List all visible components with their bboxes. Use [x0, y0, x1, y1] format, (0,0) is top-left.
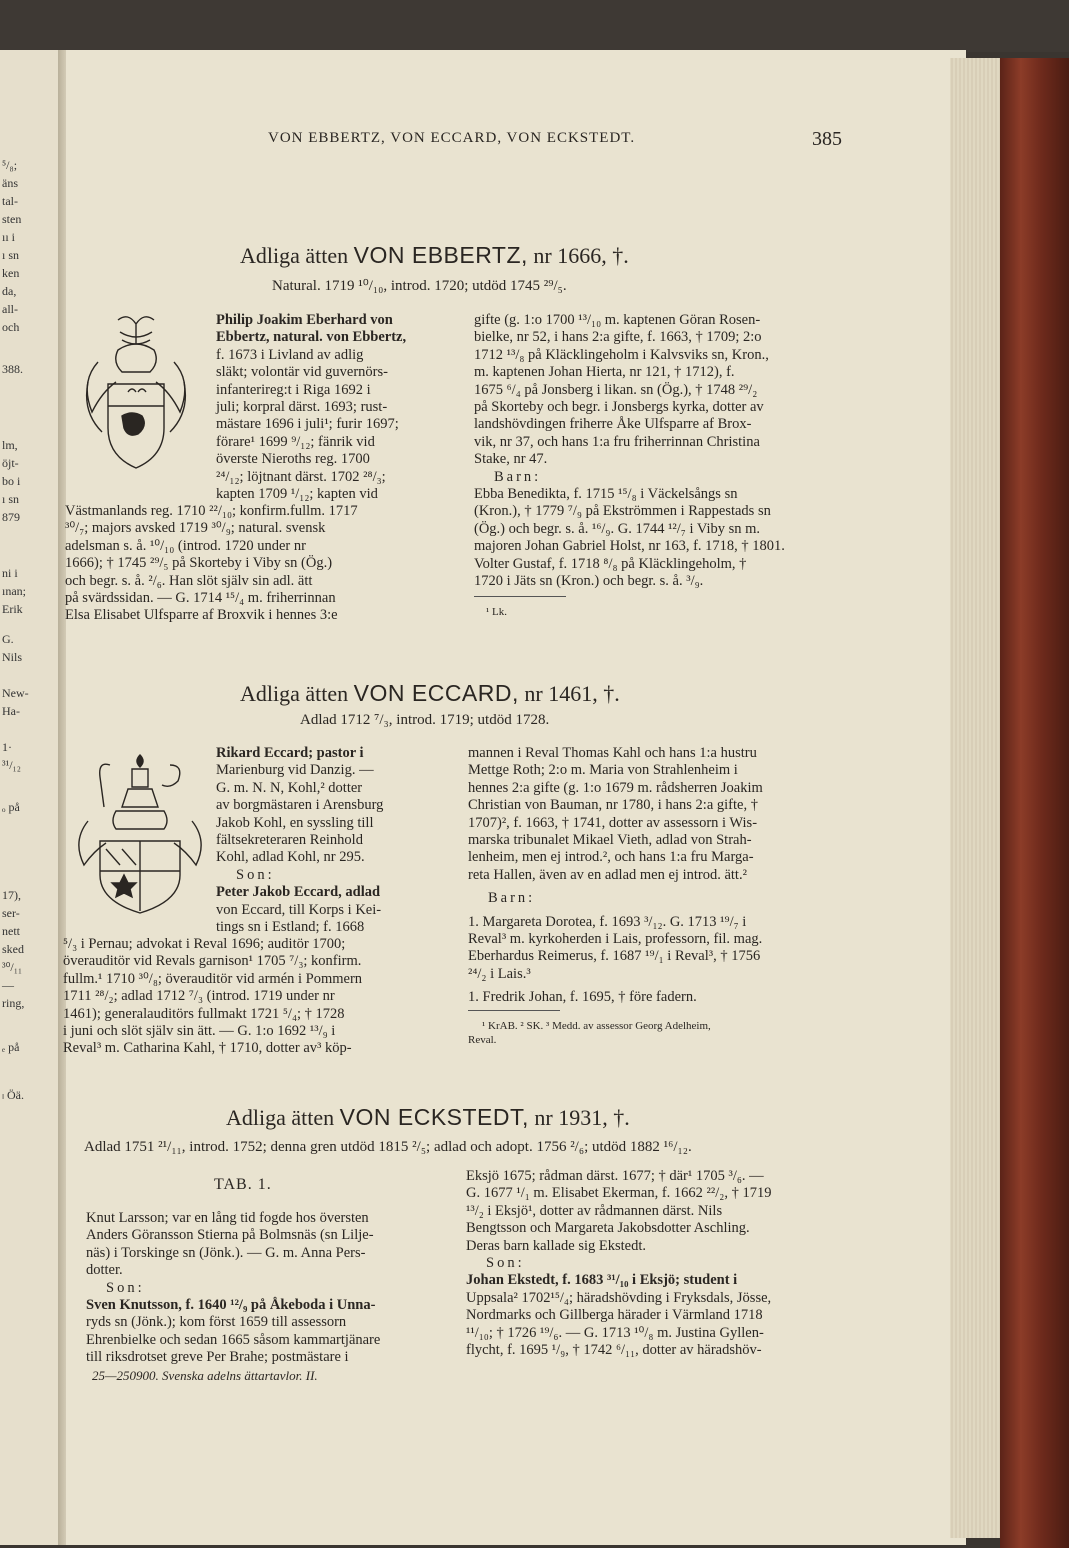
left-page-text-fragment: ni i	[2, 566, 18, 580]
text-line: ryds sn (Jönk.); kom först 1659 till assessorn	[86, 1314, 347, 1331]
eckstedt-subtitle: Adlad 1751 ²¹/₁₁, introd. 1752; denna gren utdöd 1815 ²/₅; adlad och adopt. 1756 ²/₆; utdöd 1882 ¹⁶/₁₂.	[84, 1139, 692, 1155]
text-line: Anders Göransson Stierna på Bolmsnäs (sn Lilje-	[86, 1227, 374, 1244]
left-page-text-fragment: New-	[2, 686, 29, 700]
left-page-text-fragment: Erik	[2, 602, 23, 616]
text-line: ³⁰/₇; majors avsked 1719 ³⁰/₉; natural. svensk	[65, 520, 326, 537]
text-line: Västmanlands reg. 1710 ²²/₁₀; konfirm.fullm. 1717	[65, 503, 358, 519]
text-line: Ebbertz, natural. von Ebbertz,	[216, 329, 407, 346]
text-line: i juni och slöt själv sin ätt. — G. 1:o 1692 ¹³/₉ i	[63, 1023, 336, 1040]
text-line: Marienburg vid Danzig. —	[216, 762, 374, 779]
text-line: Stake, nr 47.	[474, 451, 548, 468]
title-family-name: VON EBBERTZ,	[353, 242, 528, 268]
text-line: vik, nr 37, och hans 1:a fru friherrinnan Christina	[474, 433, 760, 450]
text-line: på svärdssidan. — G. 1714 ¹⁵/₄ m. friherrinnan	[65, 590, 336, 607]
text-line: von Eccard, till Korps i Kei-	[216, 901, 382, 918]
left-page-text-fragment: ı sn	[2, 492, 20, 506]
text-line: ²⁴/₁₂; löjtnant därst. 1702 ²⁸/₃;	[216, 468, 386, 485]
text-line: släkt; volontär vid guvernörs-	[216, 364, 388, 381]
text-line: förare¹ 1699 ⁹/₁₂; fänrik vid	[216, 433, 375, 450]
text-line: Ehrenbielke och sedan 1665 såsom kammartjänare	[86, 1331, 381, 1348]
ebbertz-intro-block	[216, 312, 440, 503]
text-line: Deras barn kallade sig Ekstedt.	[466, 1237, 646, 1254]
text-line: G. m. N. N, Kohl,² dotter	[216, 779, 363, 796]
left-page-text-fragment: —	[2, 978, 14, 992]
text-line: infanterireg:t i Riga 1692 i	[216, 381, 371, 398]
left-page-text-fragment: Nils	[2, 650, 23, 664]
ebbertz-intro-continued	[65, 503, 358, 625]
title-number: nr 1931, †.	[528, 1105, 630, 1130]
title-family-name: VON ECKSTEDT,	[339, 1104, 529, 1130]
text-line: överste Nieroths reg. 1700	[216, 451, 370, 468]
text-line: 1. Margareta Dorotea, f. 1693 ³/₁₂. G. 1713 ¹⁹/₇ i	[468, 913, 747, 930]
left-page-text-fragment: ı sn	[2, 248, 20, 262]
signature-line	[92, 1368, 318, 1384]
footnote-rule	[468, 1010, 560, 1011]
text-line: reta Hallen, även av en adlad men ej introd. ätt.²	[468, 866, 747, 883]
title-prefix: Adliga ätten	[240, 243, 354, 268]
text-line: näs) i Torskinge sn (Jönk.). — G. m. Anna Pers-	[86, 1244, 366, 1261]
text-line: Nordmarks och Gillberga härader i Värmland 1718	[466, 1307, 763, 1324]
left-page-text-fragment: tal-	[2, 194, 18, 208]
left-page-text-fragment: 17),	[2, 888, 21, 902]
ebbertz-crest-icon	[78, 312, 196, 478]
text-line: Barn:	[488, 890, 536, 907]
left-page-text-fragment: 1·	[2, 740, 12, 754]
text-line: Jakob Kohl, en syssling till	[216, 814, 374, 831]
eckstedt-title	[226, 1104, 630, 1131]
left-page-text-fragment: ₑ på	[2, 1040, 20, 1054]
page-number: 385	[812, 128, 842, 150]
page-edges	[950, 58, 1002, 1538]
left-page-text-fragment: lm,	[2, 438, 18, 452]
text-line: Rikard Eccard; pastor i	[216, 745, 364, 761]
text-line: 1. Fredrik Johan, f. 1695, † före fadern.	[468, 989, 697, 1006]
text-line: (Ög.) och begr. s. å. ¹⁶/₉. G. 1744 ¹²/₇ i Viby sn m.	[474, 520, 761, 537]
text-line: Bengtsson och Margareta Jakobsdotter Aschling.	[466, 1220, 750, 1237]
left-page-text-fragment: 879	[2, 510, 20, 524]
left-page-text-fragment: Ha-	[2, 704, 20, 718]
text-line: Barn:	[494, 468, 542, 485]
eccard-footnote-1: ¹ KrAB. ² SK. ³ Medd. av assessor Georg Adelheim,	[482, 1020, 711, 1032]
text-line: juli; korpral därst. 1693; rust-	[216, 399, 388, 416]
text-line: 1666); † 1745 ²⁹/₅ på Skorteby i Viby sn (Ög.)	[65, 555, 333, 572]
text-line: Uppsala² 1702¹⁵/₄; häradshövding i Fryksdals, Jösse,	[466, 1289, 772, 1306]
text-line: Johan Ekstedt, f. 1683 ³¹/₁₀ i Eksjö; student i	[466, 1272, 738, 1289]
text-line: Kohl, adlad Kohl, nr 295.	[216, 849, 365, 866]
ebbertz-title	[240, 242, 629, 269]
eccard-footnote-2: Reval.	[468, 1034, 497, 1046]
left-page-text-fragment: äns	[2, 176, 18, 190]
text-line: Elsa Elisabet Ulfsparre af Broxvik i hennes 3:e	[65, 607, 338, 624]
eckstedt-left-column	[86, 1210, 380, 1367]
title-family-name: VON ECCARD,	[353, 680, 519, 706]
left-page-text-fragment: sked	[2, 942, 24, 956]
text-line: ¹¹/₁₀; † 1726 ¹⁹/₆. — G. 1713 ¹⁰/₈ m. Justina Gyllen-	[466, 1324, 764, 1341]
eckstedt-right-column	[466, 1168, 771, 1359]
text-line: m. kaptenen Johan Hierta, nr 121, † 1712), f.	[474, 364, 735, 381]
ebbertz-subtitle: Natural. 1719 ¹⁰/₁₀, introd. 1720; utdöd 1745 ²⁹/₅.	[272, 278, 567, 294]
text-line: kapten 1709 ¹/₁₂; kapten vid	[216, 486, 378, 503]
left-page-text-fragment: nett	[2, 924, 20, 938]
left-page-text-fragment: ₗ Öä.	[2, 1088, 24, 1102]
book-cover	[1000, 58, 1069, 1548]
text-line: f. 1673 i Livland av adlig	[216, 346, 364, 363]
text-line: på Skorteby och begr. i Jonsbergs kyrka, dotter av	[474, 399, 764, 416]
text-line: Sven Knutsson, f. 1640 ¹²/₉ på Åkeboda i Unna-	[86, 1297, 376, 1314]
left-page-text-fragment: ³¹/₁₂	[2, 758, 21, 772]
text-line: hennes 2:a gifte (g. 1:o 1679 m. rådsherren Joakim	[468, 779, 763, 796]
text-line: mannen i Reval Thomas Kahl och hans 1:a hustru	[468, 745, 757, 761]
text-line: ¹³/₂ i Eksjö¹, dotter av rådmannen därst. Nils	[466, 1202, 723, 1219]
left-page-text-fragment: ⁵/₈;	[2, 158, 18, 172]
left-page-text-fragment: all-	[2, 302, 18, 316]
text-line: Reval³ m. Catharina Kahl, † 1710, dotter av³ köp-	[63, 1040, 352, 1057]
eccard-intro-continued	[63, 936, 362, 1058]
left-page-text-fragment: ken	[2, 266, 20, 280]
left-page-text-fragment: ring,	[2, 996, 25, 1010]
text-line: mästare 1696 i juli¹; furir 1697;	[216, 416, 399, 433]
text-line: flycht, f. 1695 ¹/₉, † 1742 ⁶/₁₁, dotter av häradshöv-	[466, 1342, 762, 1359]
left-page-text-fragment: ₒ på	[2, 800, 20, 814]
text-line: Volter Gustaf, f. 1718 ⁸/₈ på Kläcklingeholm, †	[474, 555, 747, 572]
text-line: gifte (g. 1:o 1700 ¹³/₁₀ m. kaptenen Göran Rosen-	[474, 312, 761, 328]
text-line: Son:	[236, 866, 275, 883]
eccard-subtitle: Adlad 1712 ⁷/₃, introd. 1719; utdöd 1728.	[300, 712, 550, 728]
text-line: Christian von Bauman, nr 1780, i hans 2:a gifte, †	[468, 797, 758, 814]
left-page-text-fragment: ³⁰/₁₁	[2, 960, 23, 974]
text-line: Eksjö 1675; rådman därst. 1677; † där¹ 1705 ³/₆. —	[466, 1168, 764, 1184]
text-line: G. 1677 ¹/₁ m. Elisabet Ekerman, f. 1662 ²²/₂, † 1719	[466, 1185, 772, 1202]
text-line: 1675 ⁶/₄ på Jonsberg i likan. sn (Ög.), † 1748 ²⁹/₂	[474, 381, 758, 398]
left-page-text-fragment: öjt-	[2, 456, 19, 470]
text-line: bielke, nr 52, i hans 2:a gifte, f. 1663, † 1709; 2:o	[474, 329, 762, 346]
text-line: 1720 i Jäts sn (Kron.) och begr. s. å. ³/₉.	[474, 573, 704, 590]
left-page-text-fragment: bo i	[2, 474, 21, 488]
eccard-crest-icon	[70, 745, 210, 915]
text-line: lenheim, men ej introd.², och hans 1:a fru Marga-	[468, 849, 754, 866]
text-line: Ebba Benedikta, f. 1715 ¹⁵/₈ i Väckelsångs sn	[474, 486, 738, 503]
text-line: Son:	[106, 1279, 145, 1296]
text-line: överauditör vid Revals garnison¹ 1705 ⁷/₃; konfirm.	[63, 953, 362, 970]
left-page-text-fragment: G.	[2, 632, 14, 646]
text-line: 1711 ²⁸/₂; adlad 1712 ⁷/₃ (introd. 1719 under nr	[63, 988, 335, 1005]
title-prefix: Adliga ätten	[226, 1105, 340, 1130]
text-line: Son:	[486, 1255, 525, 1272]
eccard-title	[240, 680, 620, 707]
text-line: 1461); generalauditörs fullmakt 1721 ⁵/₄; † 1728	[63, 1005, 345, 1022]
text-line: landshövdingen friherre Åke Ulfsparre af Brox-	[474, 416, 752, 433]
text-line: till riksdrotset greve Per Brahe; postmästare i	[86, 1349, 349, 1366]
left-page-text-fragment: ser-	[2, 906, 20, 920]
text-line: fältsekreteraren Reinhold	[216, 832, 363, 849]
left-page-text-fragment: ınan;	[2, 584, 26, 598]
signature-text: 25—250900. Svenska adelns ättartavlor. II.	[92, 1368, 318, 1383]
left-page-text-fragment: och	[2, 320, 20, 334]
scan-top-border	[0, 0, 1069, 52]
left-page-text-fragment: 388.	[2, 362, 23, 376]
text-line: Knut Larsson; var en lång tid fogde hos översten	[86, 1210, 369, 1226]
text-line: Mettge Roth; 2:o m. Maria von Strahlenheim i	[468, 762, 738, 779]
text-line: (Kron.), † 1779 ⁷/₉ på Ekströmmen i Rappestads sn	[474, 503, 771, 520]
eccard-right-column	[468, 745, 763, 1007]
text-line: ⁵/₃ i Pernau; advokat i Reval 1696; auditör 1700;	[63, 936, 346, 952]
text-line: ²⁴/₂ i Lais.³	[468, 965, 531, 982]
text-line: majoren Johan Gabriel Holst, nr 163, f. 1718, † 1801.	[474, 538, 785, 555]
title-prefix: Adliga ätten	[240, 681, 354, 706]
title-number: nr 1666, †.	[527, 243, 629, 268]
left-page-text-fragment: da,	[2, 284, 17, 298]
text-line: av borgmästaren i Arensburg	[216, 797, 384, 814]
ebbertz-right-column	[474, 312, 785, 591]
running-header: VON EBBERTZ, VON ECCARD, VON ECKSTEDT.	[268, 130, 636, 146]
left-page-fragment	[0, 50, 62, 1545]
text-line: 1712 ¹³/₈ på Kläcklingeholm i Kalvsviks sn, Kron.,	[474, 346, 769, 363]
text-line: Peter Jakob Eccard, adlad	[216, 884, 381, 901]
text-line: tings sn i Estland; f. 1668	[216, 919, 365, 936]
left-page-text-fragment: ıı i	[2, 230, 16, 244]
text-line: Philip Joakim Eberhard von	[216, 312, 393, 328]
left-page-text-fragment: sten	[2, 212, 22, 226]
footnote-rule	[474, 596, 566, 597]
text-line: dotter.	[86, 1262, 123, 1279]
eckstedt-table-label: TAB. 1.	[214, 1176, 272, 1193]
text-line: Eberhardus Reimerus, f. 1687 ¹⁹/₁ i Reval³, † 1756	[468, 948, 761, 965]
text-line: och begr. s. å. ²/₆. Han slöt själv sin adl. ätt	[65, 572, 313, 589]
text-line: Reval³ m. kyrkoherden i Lais, professorn, fil. mag.	[468, 931, 763, 948]
eccard-intro-block	[216, 745, 438, 936]
title-number: nr 1461, †.	[518, 681, 620, 706]
text-line: marska tribunalet Mikael Vieth, adlad von Strah-	[468, 832, 752, 849]
text-line: 1707)², f. 1663, † 1741, dotter av assessorn i Wis-	[468, 814, 758, 831]
text-line: adelsman s. å. ¹⁰/₁₀ (introd. 1720 under nr	[65, 537, 306, 554]
text-line: fullm.¹ 1710 ³⁰/₈; överauditör vid armén i Pommern	[63, 970, 363, 987]
ebbertz-footnote: ¹ Lk.	[486, 606, 508, 618]
